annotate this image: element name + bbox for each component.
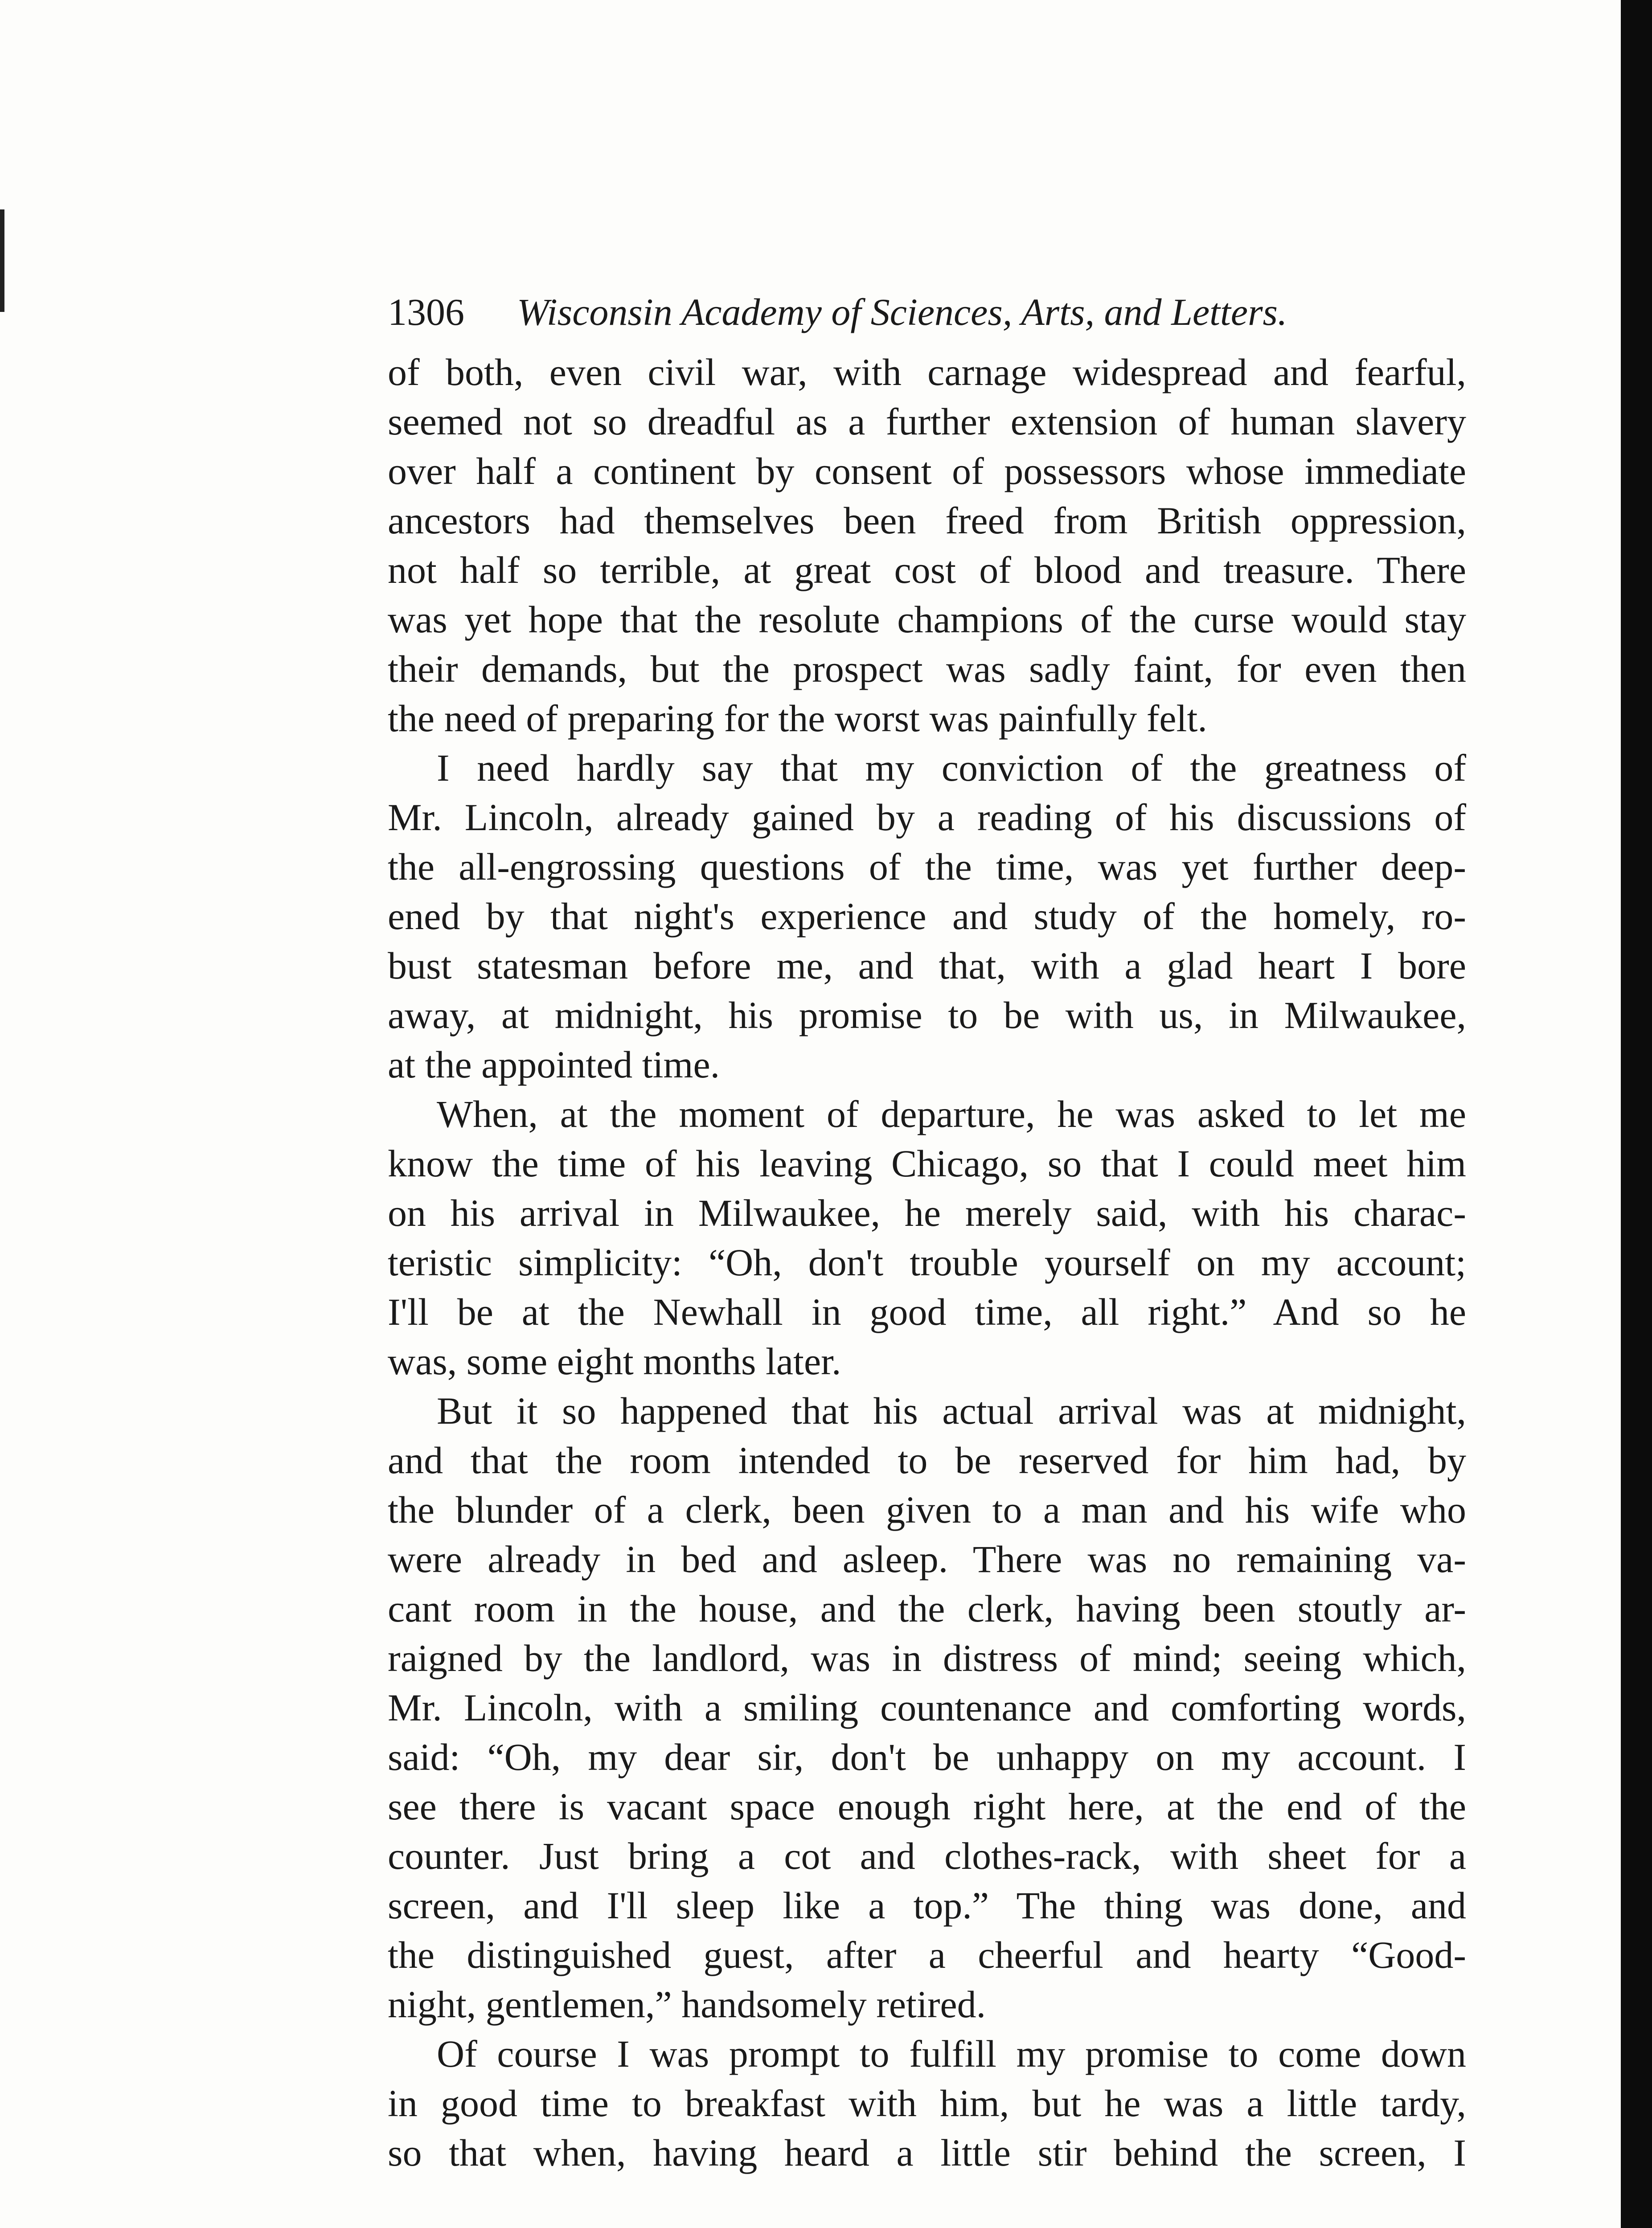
text-line: I'll be at the Newhall in good time, all right.” And so he: [388, 1290, 1466, 1333]
text-line: counter. Just bring a cot and clothes-rack, with sheet for a: [388, 1835, 1466, 1877]
text-line: night, gentlemen,” handsomely retired.: [388, 1983, 986, 2026]
text-block: [388, 285, 1466, 2178]
text-line: in good time to breakfast with him, but he was a little tardy,: [388, 2082, 1466, 2125]
text-line: cant room in the house, and the clerk, having been stoutly ar-: [388, 1587, 1466, 1630]
text-line: away, at midnight, his promise to be with us, in Milwaukee,: [388, 994, 1466, 1036]
text-line: Mr. Lincoln, already gained by a reading of his discussions of: [388, 796, 1466, 839]
text-line: When, at the moment of departure, he was asked to let me: [437, 1093, 1466, 1135]
text-line: at the appointed time.: [388, 1043, 720, 1086]
text-line: and that the room intended to be reserved for him had, by: [388, 1439, 1466, 1482]
text-line: not half so terrible, at great cost of blood and treasure. There: [388, 549, 1466, 591]
text-line: the distinguished guest, after a cheerful and hearty “Good-: [388, 1933, 1466, 1976]
text-line: know the time of his leaving Chicago, so that I could meet him: [388, 1142, 1466, 1185]
text-line: was yet hope that the resolute champions of the curse would stay: [388, 598, 1466, 641]
text-line: teristic simplicity: “Oh, don't trouble yourself on my account;: [388, 1241, 1466, 1284]
running-head: [388, 285, 1466, 348]
text-line: their demands, but the prospect was sadly faint, for even then: [388, 647, 1466, 690]
text-line: on his arrival in Milwaukee, he merely said, with his charac-: [388, 1192, 1466, 1234]
page-edge-shadow-right: [1621, 0, 1652, 2228]
text-line: the need of preparing for the worst was painfully felt.: [388, 697, 1207, 740]
text-line: of both, even civil war, with carnage widespread and fearful,: [388, 351, 1466, 393]
running-title: Wisconsin Academy of Sciences, Arts, and Letters.: [517, 291, 1287, 333]
text-line: But it so happened that his actual arrival was at midnight,: [437, 1389, 1466, 1432]
text-line: Of course I was prompt to fulfill my promise to come down: [437, 2032, 1466, 2075]
text-line: raigned by the landlord, was in distress of mind; seeing which,: [388, 1637, 1466, 1679]
page-edge-shadow-left: [0, 209, 4, 312]
text-line: screen, and I'll sleep like a top.” The thing was done, and: [388, 1884, 1466, 1927]
text-line: so that when, having heard a little stir behind the screen, I: [388, 2131, 1466, 2174]
text-line: ancestors had themselves been freed from British oppression,: [388, 499, 1466, 542]
page-number: 1306: [388, 291, 464, 333]
text-line: over half a continent by consent of possessors whose immediate: [388, 450, 1466, 492]
text-line: ened by that night's experience and study of the homely, ro-: [388, 895, 1466, 938]
text-line: said: “Oh, my dear sir, don't be unhappy on my account. I: [388, 1736, 1466, 1778]
paragraph: [388, 743, 1466, 1089]
text-line: were already in bed and asleep. There was no remaining va-: [388, 1538, 1466, 1581]
text-line: was, some eight months later.: [388, 1340, 841, 1383]
paragraph: [388, 348, 1466, 743]
body-text: [388, 348, 1466, 2178]
text-line: the all-engrossing questions of the time, was yet further deep-: [388, 845, 1466, 888]
text-line: the blunder of a clerk, been given to a man and his wife who: [388, 1488, 1466, 1531]
paragraph: [388, 1386, 1466, 2029]
text-line: I need hardly say that my conviction of the greatness of: [437, 746, 1466, 789]
paragraph: [388, 2029, 1466, 2178]
text-line: seemed not so dreadful as a further extension of human slavery: [388, 400, 1466, 443]
text-line: bust statesman before me, and that, with a glad heart I bore: [388, 944, 1466, 987]
text-line: see there is vacant space enough right here, at the end of the: [388, 1785, 1466, 1828]
text-line: Mr. Lincoln, with a smiling countenance and comforting words,: [388, 1686, 1466, 1729]
paragraph: [388, 1089, 1466, 1386]
